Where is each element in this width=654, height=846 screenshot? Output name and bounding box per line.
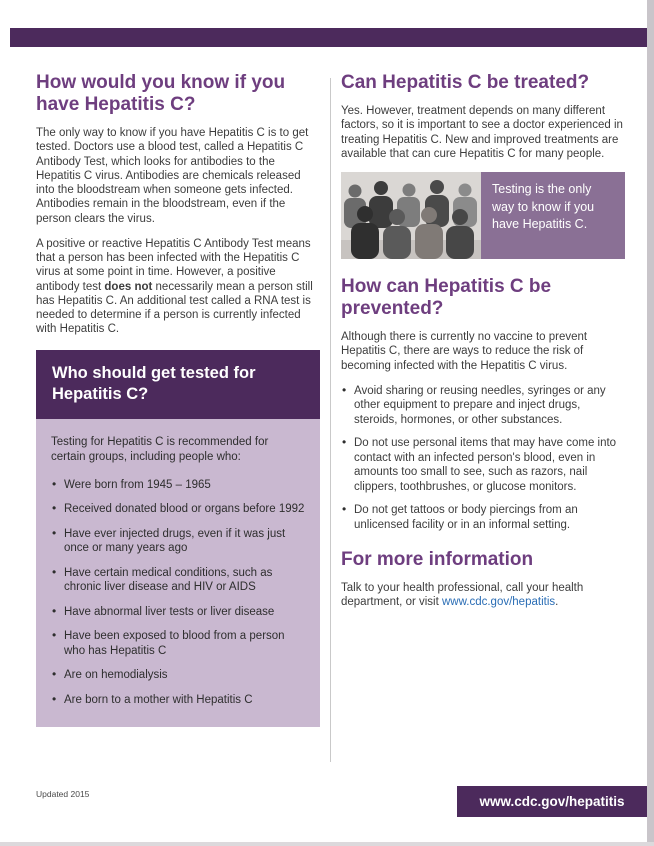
more-info-text-pre: Talk to your health professional, call your health department, or visit xyxy=(341,582,584,609)
know-paragraph-2-pre: A positive or reactive Hepatitis C Antibody Test means that a person has been infected with the Hepatitis C virus at some point in time. However, a positive antibody test xyxy=(36,237,311,293)
list-item: • Are on hemodialysis xyxy=(51,668,305,682)
list-item: • Have certain medical conditions, such as chronic liver disease and HIV or AIDS xyxy=(51,566,305,595)
list-item: • Have ever injected drugs, even if it was just once or many years ago xyxy=(51,527,305,556)
list-item: • Were born from 1945 – 1965 xyxy=(51,478,305,492)
group-photo xyxy=(341,172,481,259)
list-item: • Do not use personal items that may have come into contact with an infected person's blood, even in amounts too small to see, such as razors, nail clippers, toothbrushes, or glucose monitors. xyxy=(341,436,625,494)
updated-date: Updated 2015 xyxy=(36,789,90,799)
photo-caption: Testing is the only way to know if you have Hepatitis C. xyxy=(481,172,625,259)
know-section-title: How would you know if you have Hepatitis C? xyxy=(36,72,286,116)
treated-section-title: Can Hepatitis C be treated? xyxy=(341,72,590,93)
list-item: • Avoid sharing or reusing needles, syringes or any other equipment to prepare and inject drugs, steroids, hormones, or other substances. xyxy=(341,384,625,427)
list-item: • Have abnormal liver tests or liver disease xyxy=(51,605,305,619)
photo-and-caption xyxy=(341,172,625,259)
treated-paragraph: Yes. However, treatment depends on many different factors, so it is important to see a doctor experienced in treating Hepatitis C. New and improved treatments are available that can cure Hepatitis C for many people. xyxy=(341,105,623,160)
page-edge-right xyxy=(647,0,654,846)
prevention-list xyxy=(341,384,625,532)
footer-url: www.cdc.gov/hepatitis xyxy=(479,794,625,809)
cdc-hepatitis-link[interactable]: www.cdc.gov/hepatitis xyxy=(441,596,556,609)
know-paragraph-2-post: necessarily mean a person still has Hepatitis C. An additional test called a RNA test is needed to determine if a person is currently infected with Hepatitis C. xyxy=(36,280,313,336)
left-column xyxy=(36,72,320,727)
prevented-section-title: How can Hepatitis C be prevented? xyxy=(341,276,552,320)
more-info-text-post: . xyxy=(555,596,559,609)
tested-box-intro: Testing for Hepatitis C is recommended for certain groups, including people who: xyxy=(51,436,269,464)
prevented-paragraph: Although there is currently no vaccine to prevent Hepatitis C, there are ways to reduce the risk of becoming infected with the Hepatitis C virus. xyxy=(341,331,588,372)
tested-box-title: Who should get tested for Hepatitis C? xyxy=(36,350,320,420)
know-paragraph-2-bold: does not xyxy=(104,280,153,293)
know-paragraph-2 xyxy=(36,237,320,337)
footer-url-bar xyxy=(457,786,647,817)
tested-box-body xyxy=(36,419,320,727)
list-item: • Have been exposed to blood from a person who has Hepatitis C xyxy=(51,629,305,658)
list-item: • Are born to a mother with Hepatitis C xyxy=(51,693,305,707)
know-paragraph-1: The only way to know if you have Hepatitis C is to get tested. Doctors use a blood test, called a Hepatitis C Antibody Test, which looks for antibodies to the Hepatitis C virus. Antibodies are chemicals released into the bloodstream when someone gets infected. Antibodies remain in the bloodstream, even if the person clears the virus. xyxy=(36,127,309,225)
more-info-paragraph xyxy=(341,581,625,610)
page-edge-bottom xyxy=(0,842,654,846)
right-column xyxy=(341,72,625,621)
more-info-section-title: For more information xyxy=(341,549,534,571)
column-divider xyxy=(330,78,331,762)
tested-groups-list xyxy=(51,478,305,707)
list-item: • Do not get tattoos or body piercings from an unlicensed facility or in an informal setting. xyxy=(341,503,625,532)
list-item: • Received donated blood or organs before 1992 xyxy=(51,502,305,516)
top-accent-bar xyxy=(10,28,647,47)
who-should-get-tested-box xyxy=(36,350,320,728)
